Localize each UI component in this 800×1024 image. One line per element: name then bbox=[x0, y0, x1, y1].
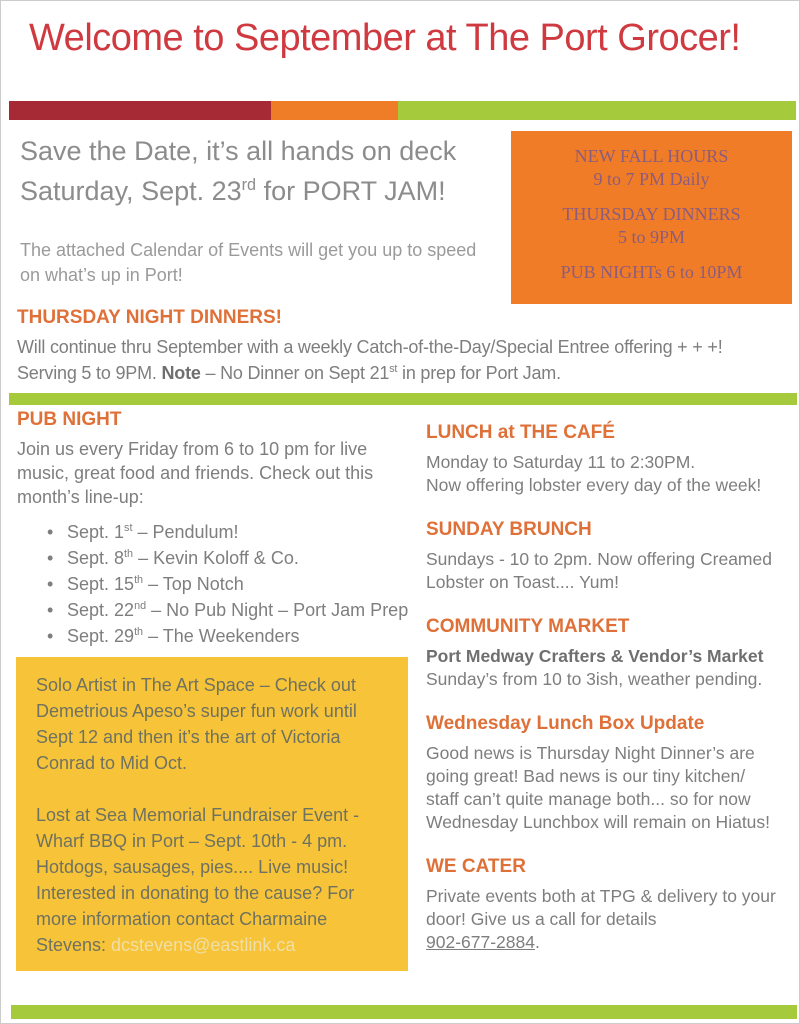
email-link[interactable]: dcstevens@eastlink.ca bbox=[111, 935, 296, 955]
green-divider bbox=[9, 393, 797, 405]
divider-segment-orange bbox=[271, 101, 398, 120]
section-sunday-brunch bbox=[426, 518, 800, 594]
section-we-cater bbox=[426, 855, 800, 954]
we-cater-body: Private events both at TPG & delivery to your door! Give us a call for details 902-677-2884. bbox=[426, 886, 776, 952]
save-the-date-subtext: The attached Calendar of Events will get you up to speed on what’s up in Port! bbox=[20, 240, 477, 285]
section-lunch-cafe bbox=[426, 421, 800, 497]
community-market-body: Port Medway Crafters & Vendor’s Market Sunday’s from 10 to 3ish, weather pending. bbox=[426, 646, 764, 689]
section-wednesday-lunchbox bbox=[426, 712, 800, 834]
bottom-green-bar bbox=[11, 1005, 797, 1019]
wednesday-lunchbox-heading: Wednesday Lunch Box Update bbox=[426, 713, 705, 734]
hours-group-pub-nights: PUB NIGHTs 6 to 10PM bbox=[560, 262, 743, 282]
pub-night-section bbox=[17, 409, 421, 649]
pub-night-intro: Join us every Friday from 6 to 10 pm for live music, great food and friends. Check out this month’s line-up: bbox=[17, 439, 374, 507]
fundraiser-paragraph: Lost at Sea Memorial Fundraiser Event - Wharf BBQ in Port – Sept. 10th - 4 pm. Hotdogs, sausages, pies.... Live music! Interested in donating to the cause? For more information contact Charmaine Stevens: dcstevens@eastlink.ca bbox=[36, 805, 360, 955]
divider-segment-green bbox=[398, 101, 796, 120]
lineup-item: • Sept. 8th – Kevin Koloff & Co. bbox=[47, 545, 421, 571]
thursday-dinners-section bbox=[17, 307, 799, 386]
sunday-brunch-heading: SUNDAY BRUNCH bbox=[426, 519, 592, 540]
save-the-date-headline: Save the Date, it’s all hands on deck Saturday, Sept. 23rd for PORT JAM! bbox=[20, 136, 457, 206]
lunch-cafe-heading: LUNCH at THE CAFÉ bbox=[426, 422, 615, 443]
tricolor-divider bbox=[9, 101, 796, 120]
solo-artist-paragraph: Solo Artist in The Art Space – Check out Demetrious Apeso’s super fun work until Sept 12 and then it’s the art of Victoria Conrad to Mid Oct. bbox=[36, 675, 357, 773]
lineup-item: • Sept. 15th – Top Notch bbox=[47, 571, 421, 597]
fall-hours-box bbox=[511, 131, 792, 304]
lunch-cafe-body: Monday to Saturday 11 to 2:30PM. Now offering lobster every day of the week! bbox=[426, 452, 762, 495]
lineup-item: • Sept. 29th – The Weekenders bbox=[47, 623, 421, 649]
hours-group-thursday-dinners: THURSDAY DINNERS 5 to 9PM bbox=[562, 204, 741, 247]
thursday-dinners-heading: THURSDAY NIGHT DINNERS! bbox=[17, 307, 282, 328]
we-cater-heading: WE CATER bbox=[426, 856, 526, 877]
hours-group-daily: NEW FALL HOURS 9 to 7 PM Daily bbox=[574, 146, 729, 189]
divider-segment-dark-red bbox=[9, 101, 271, 120]
sunday-brunch-body: Sundays - 10 to 2pm. Now offering Creamed Lobster on Toast.... Yum! bbox=[426, 549, 772, 592]
page-title: Welcome to September at The Port Grocer! bbox=[29, 17, 741, 59]
save-the-date-section bbox=[20, 131, 510, 288]
wednesday-lunchbox-body: Good news is Thursday Night Dinner’s are going great! Bad news is our tiny kitchen/ staff can’t quite manage both... so for now Wednesday Lunchbox will remain on Hiatus! bbox=[426, 743, 771, 832]
lineup-item: • Sept. 22nd – No Pub Night – Port Jam Prep bbox=[47, 597, 421, 623]
lineup-item: • Sept. 1st – Pendulum! bbox=[47, 519, 421, 545]
pub-night-heading: PUB NIGHT bbox=[17, 409, 122, 430]
right-column bbox=[426, 413, 800, 975]
section-community-market bbox=[426, 615, 800, 691]
pub-night-lineup-list bbox=[17, 519, 421, 649]
thursday-dinners-body: Will continue thru September with a weekly Catch-of-the-Day/Special Entree offering + + +! Serving 5 to 9PM. Note – No Dinner on Sept 21st in prep for Port Jam. bbox=[17, 337, 723, 383]
community-market-heading: COMMUNITY MARKET bbox=[426, 616, 630, 637]
phone-link[interactable]: 902-677-2884 bbox=[426, 932, 535, 952]
art-space-fundraiser-box bbox=[16, 657, 408, 971]
